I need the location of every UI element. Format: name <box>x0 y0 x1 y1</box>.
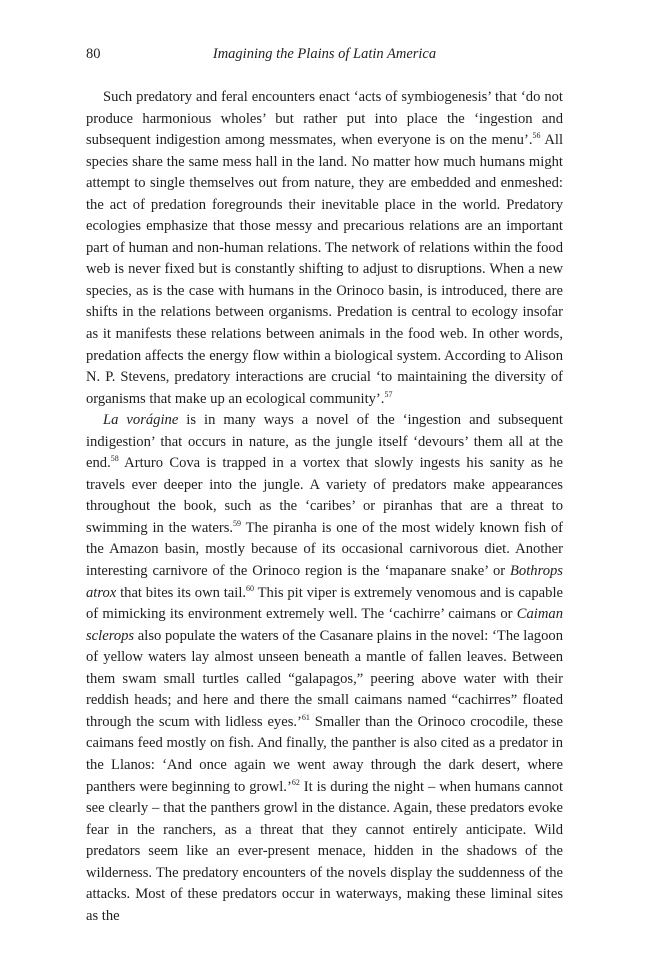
running-head: Imagining the Plains of Latin America <box>212 46 437 62</box>
text-run: This pit viper is extremely venomous and is capable of mimicking its environment extremely well. The ‘cachirre’ caimans or <box>86 584 563 623</box>
page-header <box>86 45 563 63</box>
footnote-ref: 61 <box>301 712 310 722</box>
text-run: is in many ways a novel of the ‘ingestion and subsequent indigestion’ that occurs in nature, as the jungle itself ‘devours’ them all at the end. <box>86 412 563 472</box>
text-run: Smaller than the Orinoco crocodile, these caimans feed mostly on fish. And finally, the panther is also cited as a predator in the Llanos: ‘And once again we went away through the dark desert, where panthers were beginning to growl.’ <box>86 713 563 795</box>
text-run: The piranha is one of the most widely known fish of the Amazon basin, mostly because of its occasional carnivorous diet. Another interesting carnivore of the Orinoco region is the ‘mapanare snake’ or <box>86 519 563 580</box>
italic-text: Bothrops atrox <box>86 563 563 601</box>
text-run: All species share the same mess hall in the land. No matter how much humans might attempt to single themselves out from nature, they are embedded and enmeshed: the act of predation foregrounds their inevitable place in the world. Predatory ecologies emphasize that those messy and precarious relations are an important part of human and non-human relations. The network of relations within the food web is never fixed but is constantly shifting to adjust to disruptions. When a new species, as is the case with humans in the Orinoco basin, is introduced, there are shifts in the relations between organisms. Predation is central to ecology insofar as it manifests these relations between animals in the food web. In other words, predation affects the energy flow within a biological system. According to Alison N. P. Stevens, predatory interactions are crucial ‘to maintaining the diversity of organisms that make up an ecological community’. <box>86 132 563 407</box>
footnote-ref: 58 <box>110 454 119 464</box>
footnote-ref: 56 <box>532 131 541 141</box>
text-run: Such predatory and feral encounters enact ‘acts of symbiogenesis’ that ‘do not produce harmonious wholes’ but rather put into place the ‘ingestion and subsequent indigestion among messmates, when everyone is on the menu’. <box>86 89 563 149</box>
footnote-ref: 57 <box>384 389 393 399</box>
paragraph <box>86 410 563 927</box>
footnote-ref: 59 <box>233 518 242 528</box>
body-text <box>86 87 563 927</box>
text-run: Arturo Cova is trapped in a vortex that slowly ingests his sanity as he travels ever deeper into the jungle. A variety of predators make appearances throughout the book, such as the ‘caribes’ or piranhas that are a threat to swimming in the waters. <box>86 455 563 536</box>
text-run: It is during the night – when humans cannot see clearly – that the panthers growl in the distance. Again, these predators evoke fear in the ranchers, as a threat that they cannot entirely anticipate. Wild predators seem like an ever-present menace, hidden in the shadows of the wilderness. The predatory encounters of the novels display the suddenness of the attacks. Most of these predators occur in waterways, making these liminal sites as the <box>86 778 563 924</box>
italic-text: La vorágine <box>103 412 179 429</box>
footnote-ref: 62 <box>291 777 300 787</box>
page-number: 80 <box>86 46 101 62</box>
text-run: that bites its own tail. <box>116 584 247 601</box>
text-run: also populate the waters of the Casanare plains in the novel: ‘The lagoon of yellow waters lay almost unseen beneath a mantle of fallen leaves. Between them swam small turtles called “galapagos,” peering above water with their reddish heads; and here and there the small caimans named “cachirres” floated through the scum with lidless eyes.’ <box>86 627 563 730</box>
footnote-ref: 60 <box>246 583 255 593</box>
italic-text: Caiman sclerops <box>86 606 563 644</box>
paragraph <box>86 87 563 410</box>
